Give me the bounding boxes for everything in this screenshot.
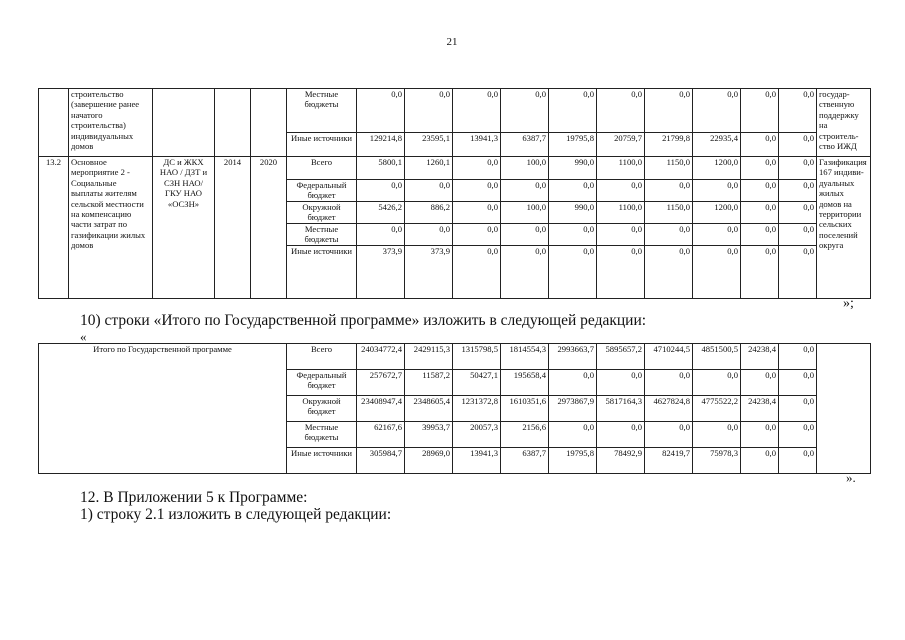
value-cell: 0,0 xyxy=(779,396,817,422)
value-cell: 1231372,8 xyxy=(453,396,501,422)
value-cell: 2156,6 xyxy=(501,422,549,448)
value-cell: 0,0 xyxy=(645,89,693,133)
value-cell: 0,0 xyxy=(779,157,817,180)
value-cell: 24238,4 xyxy=(741,396,779,422)
value-cell: 2973867,9 xyxy=(549,396,597,422)
value-cell: 62167,6 xyxy=(357,422,405,448)
value-cell: 0,0 xyxy=(741,245,779,298)
value-cell: 2348605,4 xyxy=(405,396,453,422)
value-cell: 0,0 xyxy=(741,89,779,133)
start-year-cell: 2014 xyxy=(215,157,251,299)
source-cell: Федеральный бюджет xyxy=(287,180,357,202)
value-cell: 373,9 xyxy=(405,245,453,298)
value-cell: 0,0 xyxy=(693,223,741,245)
source-cell: Всего xyxy=(287,344,357,370)
value-cell: 1150,0 xyxy=(645,157,693,180)
value-cell: 0,0 xyxy=(549,180,597,202)
value-cell: 0,0 xyxy=(453,180,501,202)
value-cell: 24238,4 xyxy=(741,344,779,370)
value-cell: 2993663,7 xyxy=(549,344,597,370)
closing-quote-2: ». xyxy=(846,470,856,485)
item-1-text: 1) строку 2.1 изложить в следующей редакции: xyxy=(80,506,392,523)
value-cell: 0,0 xyxy=(405,89,453,133)
value-cell: 13941,3 xyxy=(453,448,501,474)
value-cell: 0,0 xyxy=(741,448,779,474)
value-cell: 4851500,5 xyxy=(693,344,741,370)
value-cell: 0,0 xyxy=(741,202,779,224)
program-total-table xyxy=(38,343,871,474)
result-cell xyxy=(817,344,871,474)
value-cell: 0,0 xyxy=(779,344,817,370)
activity-name-cell: строительство (завершение ранее начатого строительства) индивидуальных домов xyxy=(69,89,153,157)
value-cell: 0,0 xyxy=(741,422,779,448)
source-cell: Окружной бюджет xyxy=(287,396,357,422)
value-cell: 0,0 xyxy=(741,133,779,157)
value-cell: 0,0 xyxy=(453,157,501,180)
executor-cell xyxy=(153,89,215,157)
value-cell: 0,0 xyxy=(779,202,817,224)
value-cell: 0,0 xyxy=(741,370,779,396)
value-cell: 1315798,5 xyxy=(453,344,501,370)
value-cell: 0,0 xyxy=(693,245,741,298)
source-cell: Иные источники xyxy=(287,448,357,474)
value-cell: 195658,4 xyxy=(501,370,549,396)
value-cell: 0,0 xyxy=(779,89,817,133)
value-cell: 990,0 xyxy=(549,157,597,180)
total-label-cell: Итого по Государственной программе xyxy=(39,344,287,474)
value-cell: 78492,9 xyxy=(597,448,645,474)
value-cell: 100,0 xyxy=(501,202,549,224)
value-cell: 20057,3 xyxy=(453,422,501,448)
value-cell: 0,0 xyxy=(453,245,501,298)
value-cell: 2429115,3 xyxy=(405,344,453,370)
value-cell: 0,0 xyxy=(779,245,817,298)
value-cell: 373,9 xyxy=(357,245,405,298)
source-cell: Окружной бюджет xyxy=(287,202,357,224)
value-cell: 39953,7 xyxy=(405,422,453,448)
value-cell: 0,0 xyxy=(693,180,741,202)
value-cell: 0,0 xyxy=(645,180,693,202)
number-cell xyxy=(39,89,69,157)
value-cell: 0,0 xyxy=(549,89,597,133)
value-cell: 0,0 xyxy=(597,180,645,202)
source-cell: Местные бюджеты xyxy=(287,422,357,448)
value-cell: 129214,8 xyxy=(357,133,405,157)
value-cell: 28969,0 xyxy=(405,448,453,474)
value-cell: 0,0 xyxy=(453,89,501,133)
value-cell: 0,0 xyxy=(645,223,693,245)
section-12-heading: 12. В Приложении 5 к Программе: xyxy=(80,489,308,506)
value-cell: 19795,8 xyxy=(549,448,597,474)
number-cell: 13.2 xyxy=(39,157,69,299)
value-cell: 82419,7 xyxy=(645,448,693,474)
value-cell: 0,0 xyxy=(501,223,549,245)
value-cell: 0,0 xyxy=(645,370,693,396)
value-cell: 0,0 xyxy=(501,89,549,133)
value-cell: 0,0 xyxy=(779,133,817,157)
table-row xyxy=(39,344,871,370)
value-cell: 0,0 xyxy=(741,157,779,180)
value-cell: 4710244,5 xyxy=(645,344,693,370)
source-cell: Местные бюджеты xyxy=(287,223,357,245)
value-cell: 4775522,2 xyxy=(693,396,741,422)
value-cell: 23408947,4 xyxy=(357,396,405,422)
value-cell: 1200,0 xyxy=(693,157,741,180)
value-cell: 0,0 xyxy=(453,223,501,245)
end-year-cell xyxy=(251,89,287,157)
value-cell: 0,0 xyxy=(597,370,645,396)
value-cell: 0,0 xyxy=(549,245,597,298)
value-cell: 6387,7 xyxy=(501,133,549,157)
value-cell: 0,0 xyxy=(549,223,597,245)
value-cell: 19795,8 xyxy=(549,133,597,157)
value-cell: 1610351,6 xyxy=(501,396,549,422)
table-row xyxy=(39,157,871,180)
value-cell: 0,0 xyxy=(357,180,405,202)
page-number: 21 xyxy=(446,36,458,48)
value-cell: 5800,1 xyxy=(357,157,405,180)
value-cell: 0,0 xyxy=(741,223,779,245)
value-cell: 990,0 xyxy=(549,202,597,224)
value-cell: 11587,2 xyxy=(405,370,453,396)
value-cell: 6387,7 xyxy=(501,448,549,474)
value-cell: 23595,1 xyxy=(405,133,453,157)
result-cell: государ-ственную поддержку на строитель-ство ИЖД xyxy=(817,89,871,157)
value-cell: 5426,2 xyxy=(357,202,405,224)
value-cell: 0,0 xyxy=(357,223,405,245)
value-cell: 21799,8 xyxy=(645,133,693,157)
value-cell: 1150,0 xyxy=(645,202,693,224)
result-cell: Газификация 167 индиви-дуальных жилых домов на территории сельских поселений округа xyxy=(817,157,871,299)
source-cell: Федеральный бюджет xyxy=(287,370,357,396)
start-year-cell xyxy=(215,89,251,157)
value-cell: 5817164,3 xyxy=(597,396,645,422)
opening-quote: « xyxy=(80,329,87,344)
value-cell: 0,0 xyxy=(779,422,817,448)
value-cell: 24034772,4 xyxy=(357,344,405,370)
value-cell: 0,0 xyxy=(357,89,405,133)
executor-cell: ДС и ЖКХ НАО / ДЗТ и СЗН НАО/ ГКУ НАО «ОСЗН» xyxy=(153,157,215,299)
value-cell: 0,0 xyxy=(597,422,645,448)
value-cell: 0,0 xyxy=(549,370,597,396)
value-cell: 0,0 xyxy=(779,223,817,245)
value-cell: 0,0 xyxy=(453,202,501,224)
value-cell: 0,0 xyxy=(693,370,741,396)
value-cell: 0,0 xyxy=(501,180,549,202)
value-cell: 0,0 xyxy=(501,245,549,298)
value-cell: 1100,0 xyxy=(597,157,645,180)
source-cell: Всего xyxy=(287,157,357,180)
value-cell: 0,0 xyxy=(405,180,453,202)
value-cell: 1100,0 xyxy=(597,202,645,224)
end-year-cell: 2020 xyxy=(251,157,287,299)
value-cell: 0,0 xyxy=(779,180,817,202)
value-cell: 75978,3 xyxy=(693,448,741,474)
table-row xyxy=(39,89,871,133)
value-cell: 0,0 xyxy=(779,370,817,396)
closing-quote-1: »; xyxy=(843,296,854,311)
value-cell: 0,0 xyxy=(645,245,693,298)
source-cell: Местные бюджеты xyxy=(287,89,357,133)
value-cell: 305984,7 xyxy=(357,448,405,474)
value-cell: 0,0 xyxy=(741,180,779,202)
value-cell: 5895657,2 xyxy=(597,344,645,370)
value-cell: 4627824,8 xyxy=(645,396,693,422)
value-cell: 50427,1 xyxy=(453,370,501,396)
value-cell: 22935,4 xyxy=(693,133,741,157)
value-cell: 0,0 xyxy=(549,422,597,448)
paragraph-10: 10) строки «Итого по Государственной программе» изложить в следующей редакции: xyxy=(80,312,647,329)
value-cell: 13941,3 xyxy=(453,133,501,157)
value-cell: 20759,7 xyxy=(597,133,645,157)
value-cell: 0,0 xyxy=(779,448,817,474)
value-cell: 0,0 xyxy=(597,89,645,133)
value-cell: 1814554,3 xyxy=(501,344,549,370)
value-cell: 257672,7 xyxy=(357,370,405,396)
value-cell: 1260,1 xyxy=(405,157,453,180)
value-cell: 0,0 xyxy=(597,245,645,298)
source-cell: Иные источники xyxy=(287,133,357,157)
value-cell: 0,0 xyxy=(645,422,693,448)
program-table-continuation xyxy=(38,88,871,299)
value-cell: 1200,0 xyxy=(693,202,741,224)
value-cell: 886,2 xyxy=(405,202,453,224)
value-cell: 0,0 xyxy=(405,223,453,245)
source-cell: Иные источники xyxy=(287,245,357,298)
activity-name-cell: Основное мероприятие 2 - Социальные выплаты жителям сельской местности на компенсацию части затрат по газификации жилых домов xyxy=(69,157,153,299)
value-cell: 100,0 xyxy=(501,157,549,180)
value-cell: 0,0 xyxy=(693,89,741,133)
value-cell: 0,0 xyxy=(693,422,741,448)
value-cell: 0,0 xyxy=(597,223,645,245)
